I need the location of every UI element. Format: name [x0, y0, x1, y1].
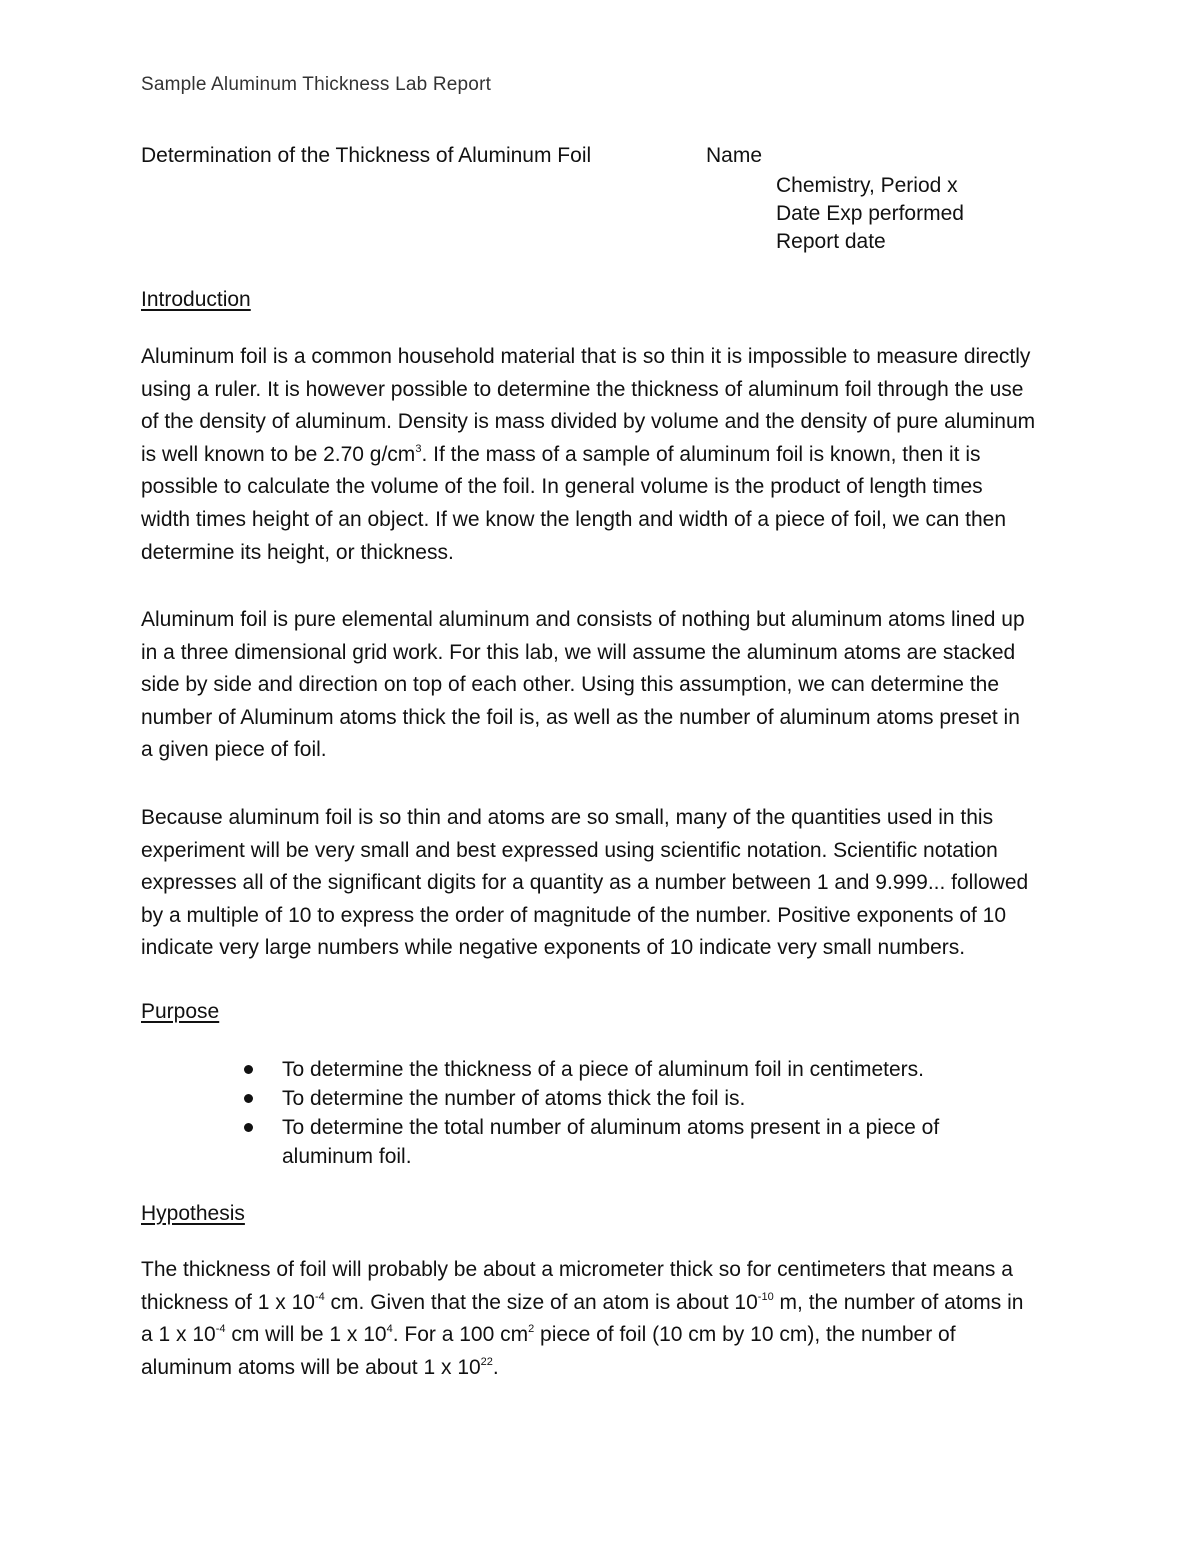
class-period: Chemistry, Period x: [776, 174, 958, 197]
report-date: Report date: [776, 230, 886, 253]
bullet-icon: [244, 1094, 253, 1103]
list-item: To determine the thickness of a piece of aluminum foil in centimeters.: [241, 1055, 1001, 1084]
intro-paragraph-1: Aluminum foil is a common household material that is so thin it is impossible to measure directly using a ruler. It is however possible to determine the thickness of aluminum foil through the use of the density of aluminum. Density is mass divided by volume and the density of pure aluminum is well known to be 2.70 $g/cm^3$. If the mass of a sample of aluminum foil is known, then it is possible to calculate the volume of the foil. In general volume is the product of length times width times height of an object. If we know the length and width of a piece of foil, we can then determine its height, or thickness.: [141, 345, 1036, 564]
hypothesis-paragraph: The thickness of foil will probably be about a micrometer thick so for centimeters that means a thickness of 1 x $10^{-4}$ cm. Given that the size of an atom is about $10^{-10}$ m, the number of atoms in a 1 x $10^{-4}$ cm will be 1 x $10^4$. For a 100 $cm^2$ piece of foil (10 cm by 10 cm), the number of aluminum atoms will be about 1 x $10^{22}$.: [141, 1258, 1024, 1379]
document-title: Determination of the Thickness of Aluminum Foil: [141, 144, 592, 167]
running-header: Sample Aluminum Thickness Lab Report: [141, 74, 492, 95]
hypothesis-heading: Hypothesis: [141, 1202, 245, 1225]
intro-paragraph-2: Aluminum foil is pure elemental aluminum and consists of nothing but aluminum atoms lined up in a three dimensional grid work. For this lab, we will assume the aluminum atoms are stacked side by side and direction on top of each other. Using this assumption, we can determine the number of Aluminum atoms thick the foil is, as well as the number of aluminum atoms preset in a given piece of foil.: [141, 608, 1025, 762]
bullet-icon: [244, 1123, 253, 1132]
bullet-icon: [244, 1065, 253, 1074]
purpose-heading: Purpose: [141, 1000, 220, 1023]
list-item: To determine the total number of aluminum atoms present in a piece of aluminum foil.: [241, 1113, 1001, 1171]
date-performed: Date Exp performed: [776, 202, 964, 225]
student-name-label: Name: [706, 144, 763, 167]
introduction-heading: Introduction: [141, 288, 251, 311]
report-meta: [776, 172, 964, 256]
list-item: To determine the number of atoms thick the foil is.: [241, 1084, 1001, 1113]
purpose-list: [241, 1055, 1001, 1171]
intro-paragraph-3: Because aluminum foil is so thin and atoms are so small, many of the quantities used in this experiment will be very small and best expressed using scientific notation. Scientific notation expresses all of the significant digits for a quantity as a number between 1 and 9.999... followed by a multiple of 10 to express the order of magnitude of the number. Positive exponents of 10 indicate very large numbers while negative exponents of 10 indicate very small numbers.: [141, 806, 1029, 960]
